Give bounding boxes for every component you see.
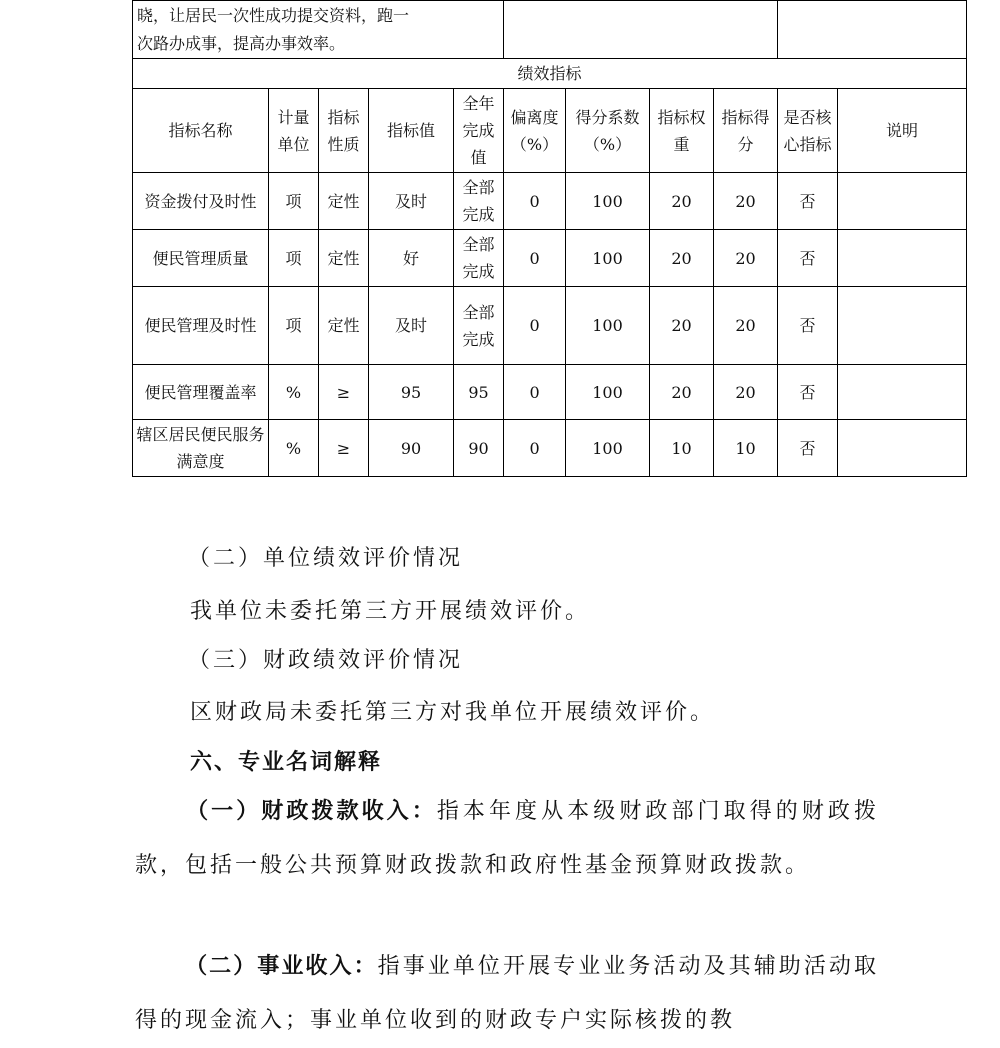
heading-fin-eval: （三）财政绩效评价情况 (188, 648, 464, 673)
term-2-paragraph (135, 940, 879, 1048)
header-nature: 指标性质 (319, 89, 369, 173)
term-1-label: （一）财政拨款收入： (185, 799, 437, 824)
term-2-label: （二）事业收入： (185, 954, 378, 979)
continuation-text: 晓，让居民一次性成功提交资料，跑一 次路办成事，提高办事效率。 (133, 1, 504, 59)
header-score: 指标得分 (714, 89, 778, 173)
header-core: 是否核心指标 (778, 89, 838, 173)
term-1-paragraph (135, 785, 879, 893)
table-row: 资金拨付及时性 项 定性 及时 全部完成 0 100 20 20 否 (133, 173, 967, 230)
heading-unit-eval: （二）单位绩效评价情况 (188, 546, 464, 571)
top-continuation-row (133, 1, 967, 59)
header-row (133, 89, 967, 173)
header-deviation: 偏离度（%） (504, 89, 566, 173)
header-weight: 指标权重 (650, 89, 714, 173)
header-value: 指标值 (369, 89, 454, 173)
empty-cell (778, 1, 967, 59)
section-title: 绩效指标 (133, 59, 967, 89)
header-completed: 全年完成值 (454, 89, 504, 173)
empty-cell (504, 1, 778, 59)
table-row: 便民管理及时性 项 定性 及时 全部完成 0 100 20 20 否 (133, 287, 967, 365)
term-1-text: 指本年度从本级财政部门取得的财政拨款，包括一般公共预算财政拨款和政府性基金预算财政拨款。 (135, 799, 879, 878)
term-2-text: 指事业单位开展专业业务活动及其辅助活动取得的现金流入；事业单位收到的财政专户实际核拨的教 (135, 954, 879, 1033)
table-row: 便民管理质量 项 定性 好 全部完成 0 100 20 20 否 (133, 230, 967, 287)
para-unit-eval: 我单位未委托第三方开展绩效评价。 (190, 599, 591, 624)
header-note: 说明 (838, 89, 967, 173)
header-coef: 得分系数（%） (566, 89, 650, 173)
table-row: 便民管理覆盖率 % ≥ 95 95 0 100 20 20 否 (133, 365, 967, 420)
header-unit: 计量单位 (269, 89, 319, 173)
performance-table (132, 0, 967, 477)
header-name: 指标名称 (133, 89, 269, 173)
section-title-row (133, 59, 967, 89)
para-fin-eval: 区财政局未委托第三方对我单位开展绩效评价。 (190, 700, 716, 725)
heading-terms: 六、专业名词解释 (190, 750, 383, 775)
table-row: 辖区居民便民服务满意度 % ≥ 90 90 0 100 10 10 否 (133, 420, 967, 477)
